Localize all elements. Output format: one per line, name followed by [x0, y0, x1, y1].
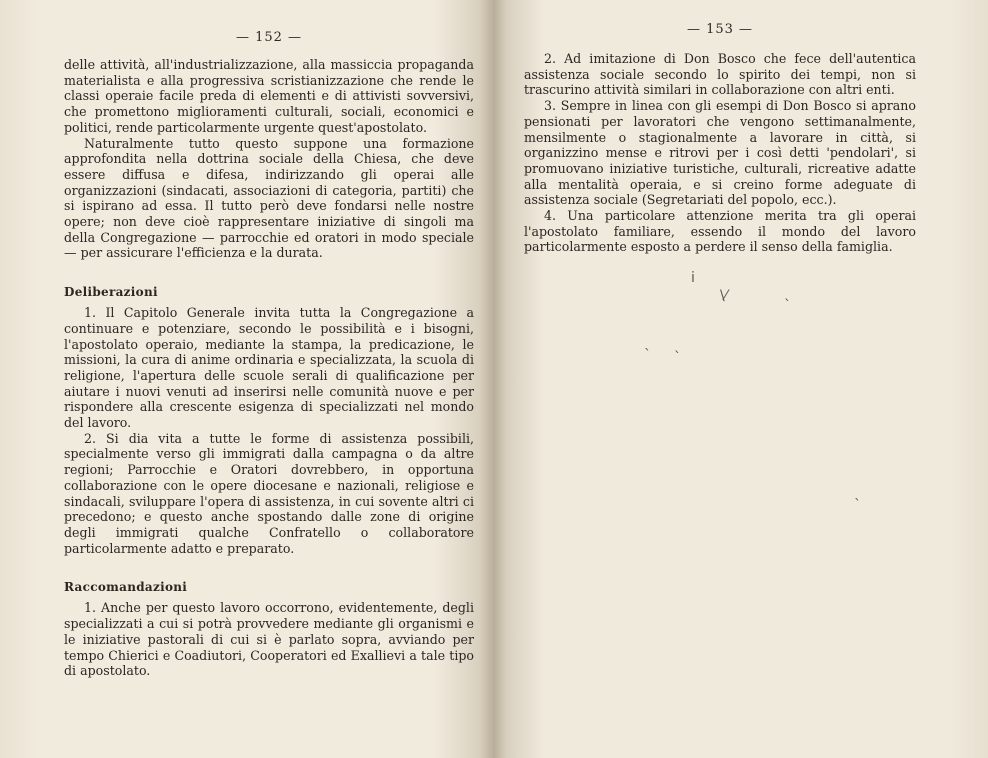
heading-raccomandazioni: Raccomandazioni	[64, 580, 188, 595]
raccomandazione-2: 2. Ad imitazione di Don Bosco che fece dell'autentica assistenza sociale secondo lo spirito dei tempi, non si trascurino attività similari in collaborazione con altri enti.	[524, 51, 916, 98]
heading-deliberazioni: Deliberazioni	[64, 285, 158, 300]
deliberazione-2: 2. Si dia vita a tutte le forme di assistenza possibili, specialmente verso gli immigrati dalla campagna o da altre regioni; Parrocchie e Oratori dovrebbero, in opportuna collaborazione con le opere diocesane e nazionali, religiose e sindacali, sviluppare l'opera di assistenza, in cui sovente altri ci precedono; e questo anche spostando dalle zone di origine degli immigrati qualche Confratello o collaboratore particolarmente adatto e preparato.	[64, 430, 474, 556]
right-page	[494, 0, 988, 758]
pencil-mark: ˎ	[644, 335, 651, 351]
page-number-152: — 152 —	[235, 30, 303, 45]
pencil-mark: \⁄	[720, 288, 728, 304]
pencil-mark: ˋ	[674, 350, 681, 366]
raccomandazione-4: 4. Una particolare attenzione merita tra gli operai l'apostolato familiare, essendo il mondo del lavoro particolarmente esposto a perdere il senso della famiglia.	[524, 208, 916, 255]
raccomandazione-3: 3. Sempre in linea con gli esempi di Don Bosco si aprano pensionati per lavoratori che vengono settimanalmente, mensilmente o stagionalmente a lavorare in città, si organizzino mense e ritrovi per i così detti 'pendolari', si promuovano iniziative turistiche, culturali, ricreative adatte alla mentalità operaia, e si creino forme adeguate di assistenza sociale (Segretariati del popolo, ecc.).	[524, 98, 916, 208]
pencil-mark: ˎ	[854, 485, 861, 501]
deliberazione-1: 1. Il Capitolo Generale invita tutta la Congregazione a continuare e potenziare, secondo le possibilità e i bisogni, l'apostolato operaio, mediante la stampa, la predicazione, le missioni, la cura di anime ordinaria e specializzata, la scuola di religione, l'apertura delle scuole serali di qualificazione per aiutare i nuovi venuti ad inserirsi nelle comunità nuove e per rispondere alla crescente esigenza di specializzati nel mondo del lavoro.	[64, 305, 474, 431]
paragraph-dottrina-sociale: Naturalmente tutto questo suppone una formazione approfondita nella dottrina sociale della Chiesa, che deve essere diffusa e difesa, indirizzando gli operai alle organizzazioni (sindacati, associazioni di categoria, partiti) che si ispirano ad essa. Il tutto però deve fondarsi nelle nostre opere; non deve cioè rappresentare iniziative di singoli ma della Congregazione — parrocchie ed oratori in modo speciale — per assicurare l'efficienza e la durata.	[64, 135, 474, 261]
pencil-mark: ˋ	[784, 298, 791, 314]
paragraph-intro-continuation: delle attività, all'industrializzazione, alla massiccia propaganda materialista e alla progressiva scristianizzazione che rende le classi operaie facile preda di elementi e di attivisti sovversivi, che promettono miglioramenti culturali, sociali, economici e politici, rende particolarmente urgente quest'apostolato.	[64, 57, 474, 135]
pencil-mark: ⅰ	[691, 270, 695, 286]
raccomandazione-1: 1. Anche per questo lavoro occorrono, evidentemente, degli specializzati a cui si potrà provvedere mediante gli organismi e le iniziative pastorali di cui si è parlato sopra, avviando per tempo Chierici e Coadiutori, Cooperatori ed Exallievi a tale tipo di apostolato.	[64, 600, 474, 679]
page-number-153: — 153 —	[686, 22, 754, 37]
